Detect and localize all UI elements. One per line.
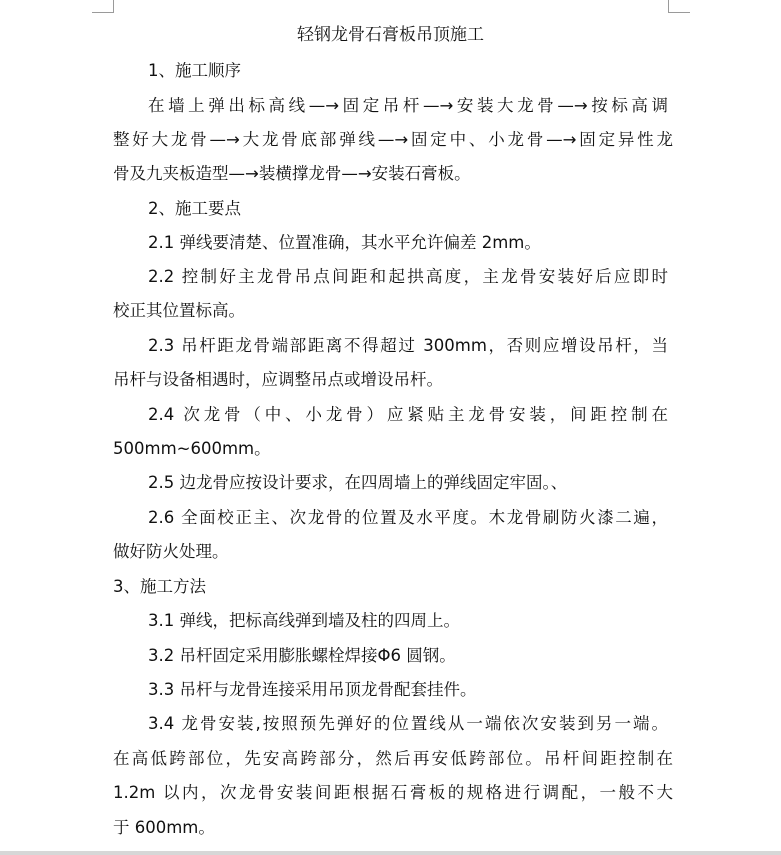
- paragraph-line: 骨及九夹板造型—→装横撑龙骨—→安装石膏板。: [113, 164, 471, 183]
- paragraph-line: 3.1 弹线，把标高线弹到墙及柱的四周上。: [148, 611, 460, 630]
- section-heading: 2、施工要点: [148, 199, 241, 218]
- paragraph-line: 2.1 弹线要清楚、位置准确，其水平允许偏差 2mm。: [148, 233, 541, 252]
- section-heading: 1、施工顺序: [148, 61, 241, 80]
- paragraph-line: 吊杆与设备相遇时，应调整吊点或增设吊杆。: [113, 370, 443, 389]
- paragraph-line: 500mm~600mm。: [113, 439, 271, 458]
- paragraph-line: 于 600mm。: [113, 818, 215, 837]
- paragraph-line: 3.4 龙骨安装,按照预先弹好的位置线从一端依次安装到另一端。: [148, 714, 668, 733]
- paragraph-line: 2.5 边龙骨应按设计要求，在四周墙上的弹线固定牢固。、: [148, 473, 568, 492]
- paragraph-line: 2.4 次龙骨（中、小龙骨）应紧贴主龙骨安装，间距控制在: [148, 405, 668, 424]
- crop-mark: [92, 12, 114, 13]
- paragraph-line: 在高低跨部位，先安高跨部分，然后再安低跨部位。吊杆间距控制在: [113, 749, 673, 768]
- paragraph-line: 整好大龙骨—→大龙骨底部弹线—→固定中、小龙骨—→固定异性龙: [113, 130, 673, 149]
- paragraph-line: 2.2 控制好主龙骨吊点间距和起拱高度，主龙骨安装好后应即时: [148, 267, 668, 286]
- paragraph-line: 3.3 吊杆与龙骨连接采用吊顶龙骨配套挂件。: [148, 680, 477, 699]
- paragraph-line: 在墙上弹出标高线—→固定吊杆—→安装大龙骨—→按标高调: [148, 96, 668, 115]
- paragraph-line: 做好防火处理。: [113, 542, 229, 561]
- paragraph-line: 1.2m 以内，次龙骨安装间距根据石膏板的规格进行调配，一般不大: [113, 783, 673, 802]
- crop-mark: [668, 0, 669, 13]
- document-title: 轻钢龙骨石膏板吊顶施工: [297, 25, 484, 45]
- page-bottom-edge: [0, 851, 781, 855]
- crop-mark: [668, 12, 690, 13]
- section-heading: 3、施工方法: [113, 577, 206, 596]
- paragraph-line: 2.6 全面校正主、次龙骨的位置及水平度。木龙骨刷防火漆二遍，: [148, 508, 668, 527]
- paragraph-line: 3.2 吊杆固定采用膨胀螺栓焊接Φ6 圆钢。: [148, 646, 456, 665]
- paragraph-line: 2.3 吊杆距龙骨端部距离不得超过 300mm，否则应增设吊杆，当: [148, 336, 668, 355]
- paragraph-line: 校正其位置标高。: [113, 301, 245, 320]
- crop-mark: [113, 0, 114, 13]
